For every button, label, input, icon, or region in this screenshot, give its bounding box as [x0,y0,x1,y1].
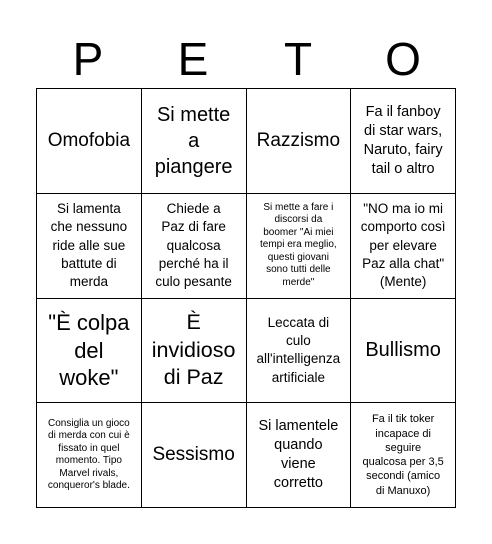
bingo-cell[interactable] [247,89,352,194]
bingo-cell-text: Fa il fanboy di star wars, Naruto, fairy tail o altro [363,104,443,177]
bingo-cell[interactable] [351,299,456,404]
bingo-cell-text: Sessismo [152,443,235,465]
bingo-cell-text: Leccata di culo all'intelligenza artificiale [256,314,341,385]
title-letter-t: T [283,33,313,85]
bingo-cell[interactable] [247,194,352,299]
bingo-cell[interactable] [351,89,456,194]
bingo-cell[interactable] [351,194,456,299]
bingo-cell[interactable] [247,299,352,404]
bingo-cell-text: "È colpa del woke" [48,310,130,391]
title-letter-o: O [385,33,421,85]
bingo-cell-text: Si mette a piangere [154,103,233,178]
bingo-cell-text: "NO ma io mi comporto così per elevare Paz alla chat" (Mente) [360,201,446,289]
bingo-cell[interactable] [37,194,142,299]
bingo-cell-text: Si lamentele quando viene corretto [258,418,339,491]
bingo-cell-text: Fa il tik toker incapace di seguire qualcosa per 3,5 secondi (amico di Manuxo) [362,413,444,497]
bingo-cell[interactable] [37,403,142,508]
bingo-card-grid [36,88,456,508]
bingo-cell-text: Si mette a fare i discorsi da boomer "Ai miei tempi era meglio, questi giovani sono tutti delle merde" [260,201,337,288]
bingo-cell-text: È invidioso di Paz [151,310,236,390]
bingo-cell-text: Razzismo [256,129,341,151]
bingo-cell[interactable] [142,403,247,508]
bingo-cell-text: Omofobia [47,129,131,151]
bingo-title [36,34,456,84]
bingo-cell[interactable] [247,403,352,508]
title-letter-p: P [72,33,104,85]
bingo-cell[interactable] [142,89,247,194]
bingo-cell-text: Si lamenta che nessuno ride alle sue battute di merda [50,201,128,289]
bingo-cell[interactable] [142,194,247,299]
bingo-cell[interactable] [37,299,142,404]
title-letter-e: E [177,33,209,85]
bingo-cell[interactable] [37,89,142,194]
bingo-cell[interactable] [142,299,247,404]
bingo-cell-text: Consiglia un gioco di merda con cui è fissato in quel momento. Tipo Marvel rivals, conqueror's blade. [47,417,130,492]
bingo-cell[interactable] [351,403,456,508]
bingo-cell-text: Chiede a Paz di fare qualcosa perché ha il culo pesante [155,201,232,289]
bingo-cell-text: Bullismo [365,339,441,362]
